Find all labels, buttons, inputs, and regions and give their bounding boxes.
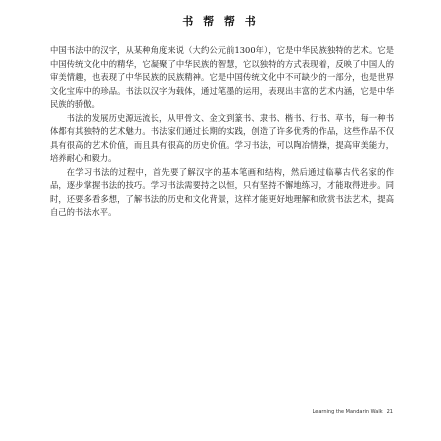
paragraph-1: 中国书法中的汉字，从某种角度来说（大约公元前1300年），它是中华民族独特的艺术。它是中国传统文化中的精华，它凝聚了中华民族的智慧，它以独特的方式表现着，反映了中国人的审美情趣，也表现了中华民族的民族精神。它是中国传统文化中不可缺少的一部分，也是世界文化宝库中的珍品。书法以汉字为载体，通过笔墨的运用，表现出丰富的艺术内涵，它是中华民族的骄傲。 bbox=[50, 45, 394, 109]
section-title: 书 帮 帮 书 bbox=[182, 15, 259, 28]
body-text bbox=[50, 44, 394, 220]
page-number: 21 bbox=[386, 409, 393, 415]
paragraph-3: 在学习书法的过程中，首先要了解汉字的基本笔画和结构，然后通过临摹古代名家的作品，逐步掌握书法的技巧。学习书法需要持之以恒，只有坚持不懈地练习，才能取得进步。同时，还要多看多想，了解书法的历史和文化背景，这样才能更好地理解和欣赏书法艺术，提高自己的书法水平。 bbox=[50, 166, 394, 217]
paragraph-2: 书法的发展历史源远流长，从甲骨文、金文到篆书、隶书、楷书、行书、草书，每一种书体都有其独特的艺术魅力。书法家们通过长期的实践，创造了许多优秀的作品，这些作品不仅具有很高的艺术价值，而且具有很高的历史价值。学习书法，可以陶冶情操，提高审美能力，培养耐心和毅力。 bbox=[50, 112, 394, 163]
footer-title: Learning the Mandarin Walk bbox=[312, 409, 383, 415]
page-footer bbox=[313, 409, 393, 415]
